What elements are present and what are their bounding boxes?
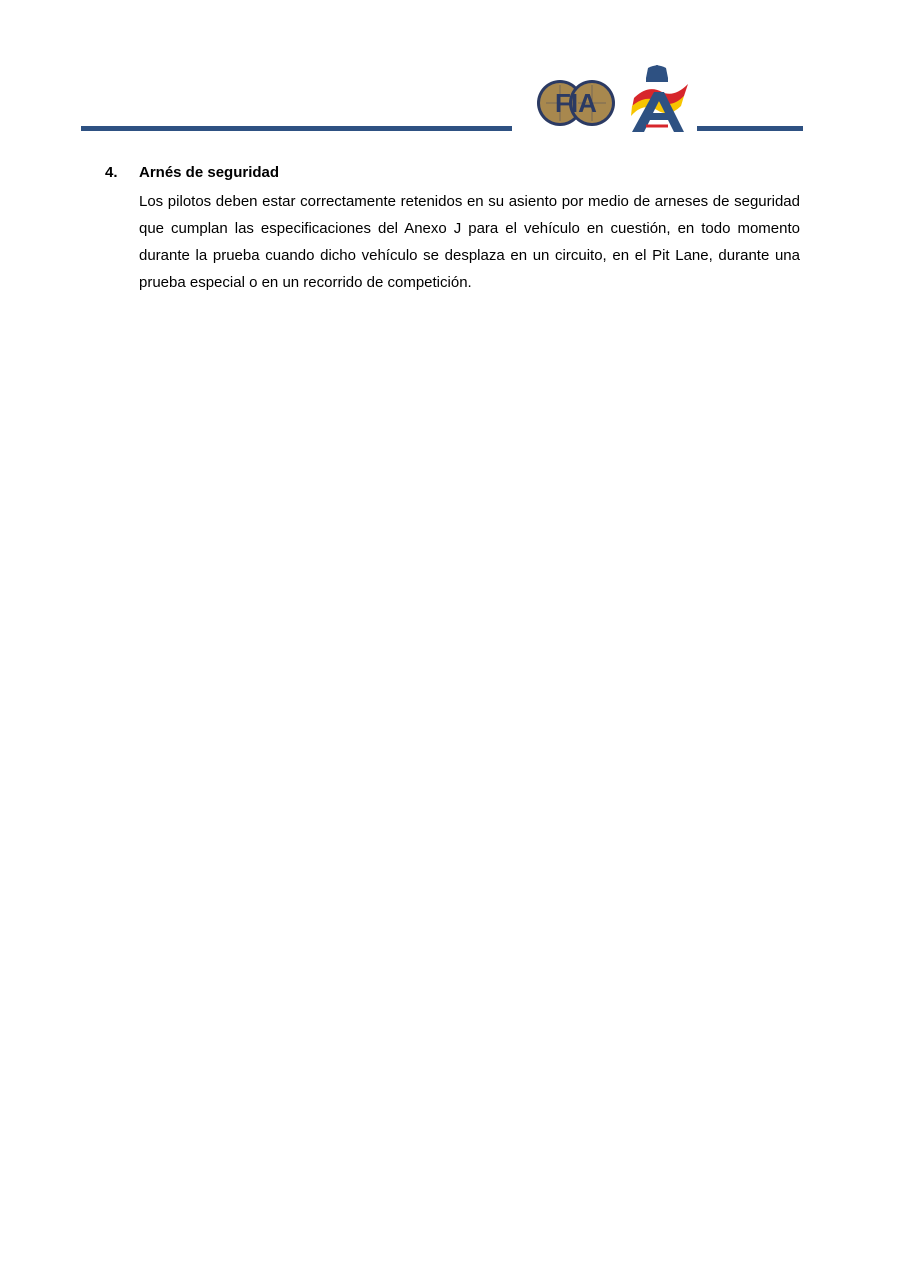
header-rule-left	[81, 126, 512, 131]
section-body: Los pilotos deben estar correctamente retenidos en su asiento por medio de arneses de seguridad que cumplan las especificaciones del Anexo J para el vehículo en cuestión, en todo momento durante la prueba cuando dicho vehículo se desplaza en un circuito, en el Pit Lane, durante una prueba especial o en un recorrido de competición.	[139, 193, 800, 291]
page-header	[0, 0, 905, 140]
rfeda-logo	[624, 64, 690, 134]
fia-logo-text: FIA	[555, 88, 597, 118]
section-4	[105, 163, 800, 296]
section-number: 4.	[105, 164, 118, 181]
fia-logo	[536, 75, 618, 131]
section-title: Arnés de seguridad	[139, 164, 280, 181]
header-rule-right	[697, 126, 803, 131]
section-heading	[105, 163, 800, 183]
